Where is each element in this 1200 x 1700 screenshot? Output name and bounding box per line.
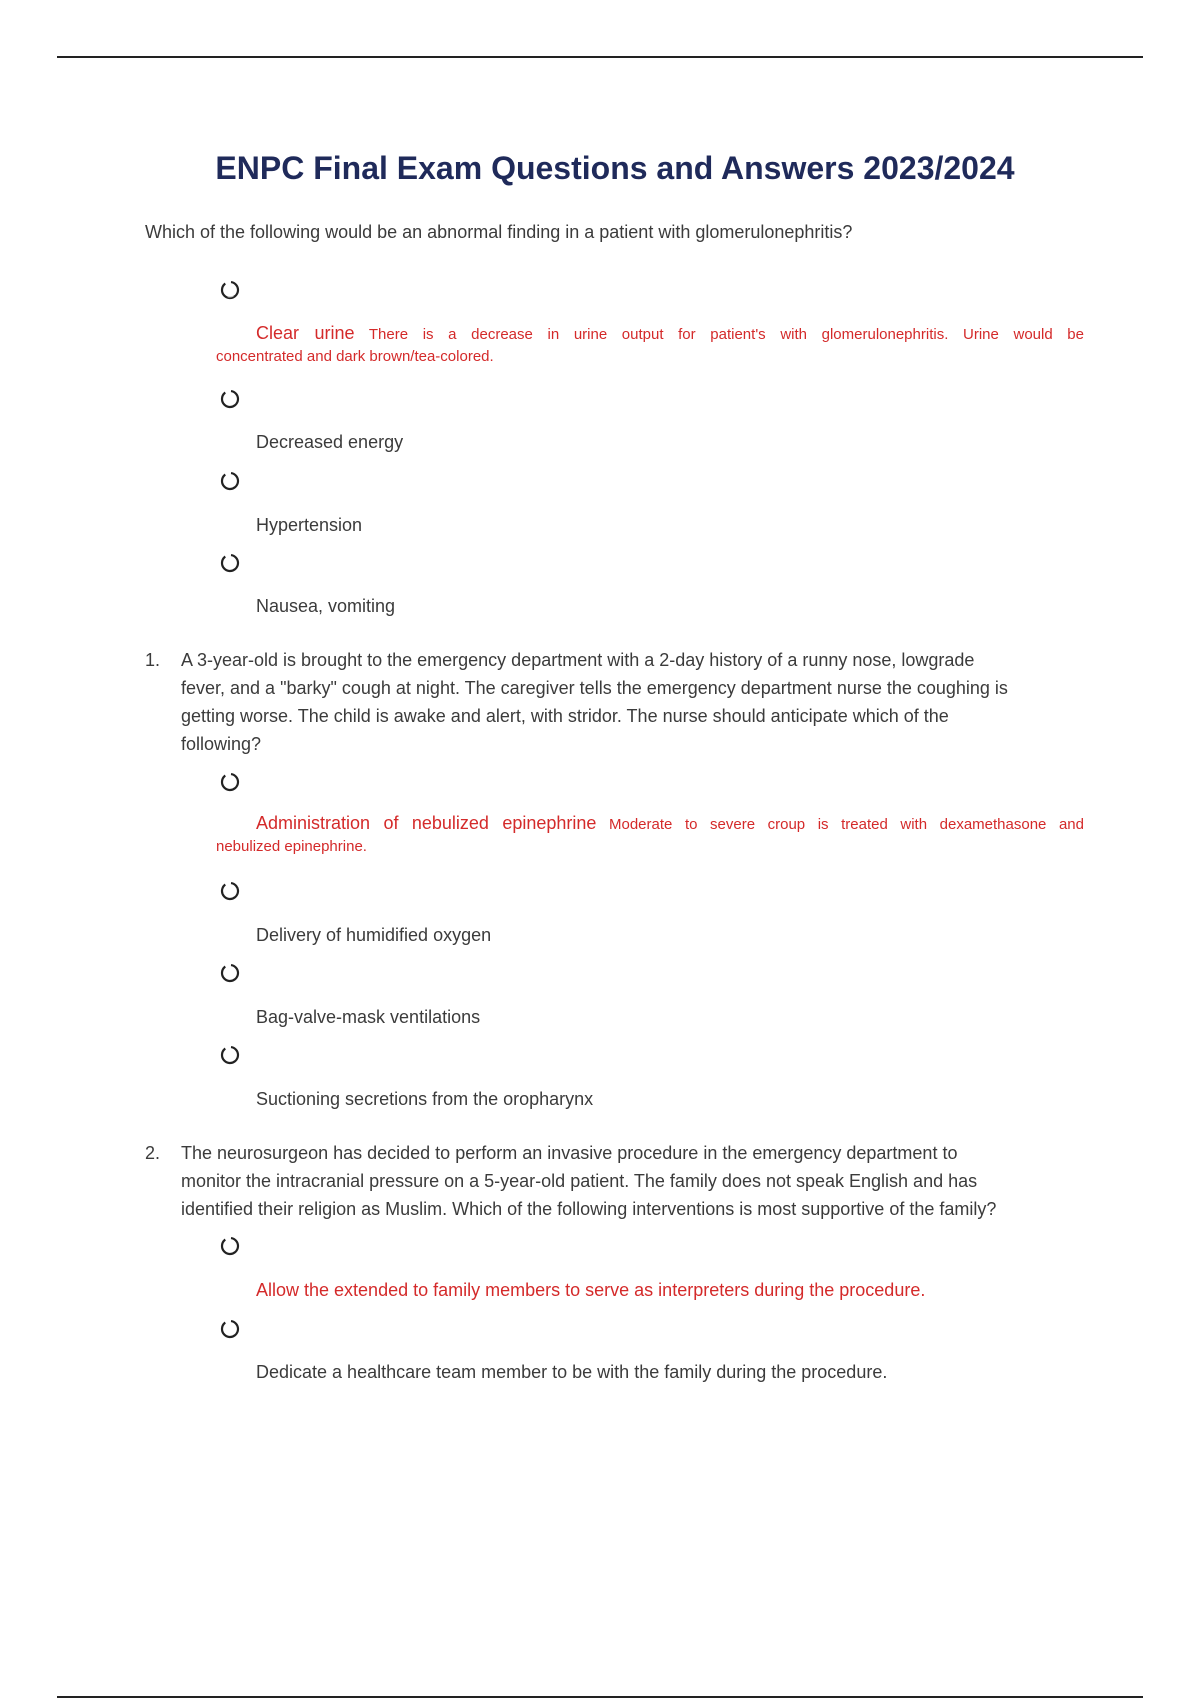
option-label[interactable]: Delivery of humidified oxygen: [256, 925, 492, 945]
option-label[interactable]: Dedicate a healthcare team member to be with the family during the procedure.: [256, 1362, 888, 1382]
option-label[interactable]: Bag-valve-mask ventilations: [256, 1007, 481, 1027]
radio-option-icon[interactable]: [219, 1318, 241, 1340]
radio-option-icon[interactable]: [219, 279, 241, 301]
radio-option-icon[interactable]: [219, 470, 241, 492]
option-label[interactable]: Suctioning secretions from the oropharynx: [256, 1089, 594, 1109]
header-rule: [57, 56, 1143, 58]
radio-option-icon[interactable]: [219, 1235, 241, 1257]
answer-explanation: Moderate to severe croup is treated with dexamethasone and: [609, 816, 1084, 833]
page-title: ENPC Final Exam Questions and Answers 2023/2024: [215, 150, 1015, 186]
option-label[interactable]: Decreased energy: [256, 432, 404, 452]
question-line: A 3-year-old is brought to the emergency department with a 2-day history of a runny nose, lowgrade: [181, 650, 975, 670]
question-number: 1.: [145, 650, 161, 670]
option-label[interactable]: Nausea, vomiting: [256, 596, 396, 616]
question-line: getting worse. The child is awake and alert, with stridor. The nurse should anticipate which of the: [181, 706, 949, 726]
footer-rule: [57, 1696, 1143, 1698]
answer-explanation-cont: concentrated and dark brown/tea-colored.: [216, 348, 494, 365]
radio-option-icon[interactable]: [219, 962, 241, 984]
question-line: following?: [181, 734, 262, 754]
question-number: 2.: [145, 1143, 161, 1163]
correct-answer: [216, 812, 1084, 858]
answer-label: Clear urine: [256, 323, 355, 343]
radio-option-icon[interactable]: [219, 771, 241, 793]
question-text: [181, 646, 1121, 758]
option-label[interactable]: Hypertension: [256, 515, 363, 535]
question-line: fever, and a "barky" cough at night. The caregiver tells the emergency department nurse the coughing is: [181, 678, 1008, 698]
question-text: Which of the following would be an abnormal finding in a patient with glomerulonephritis?: [145, 222, 853, 242]
question-line: identified their religion as Muslim. Which of the following interventions is most supportive of the family?: [181, 1199, 997, 1219]
radio-option-icon[interactable]: [219, 1044, 241, 1066]
question-line: The neurosurgeon has decided to perform an invasive procedure in the emergency department to: [181, 1143, 958, 1163]
radio-option-icon[interactable]: [219, 388, 241, 410]
answer-explanation: There is a decrease in urine output for patient's with glomerulonephritis. Urine would be: [368, 326, 1084, 343]
answer-explanation-cont: nebulized epinephrine.: [216, 838, 367, 855]
answer-label: Administration of nebulized epinephrine: [256, 813, 597, 833]
question-text: [181, 1139, 1141, 1223]
correct-answer-label[interactable]: Allow the extended to family members to serve as interpreters during the procedure.: [256, 1280, 926, 1300]
radio-option-icon[interactable]: [219, 880, 241, 902]
correct-answer: [216, 322, 1084, 368]
radio-option-icon[interactable]: [219, 552, 241, 574]
question-line: monitor the intracranial pressure on a 5-year-old patient. The family does not speak English and has: [181, 1171, 978, 1191]
